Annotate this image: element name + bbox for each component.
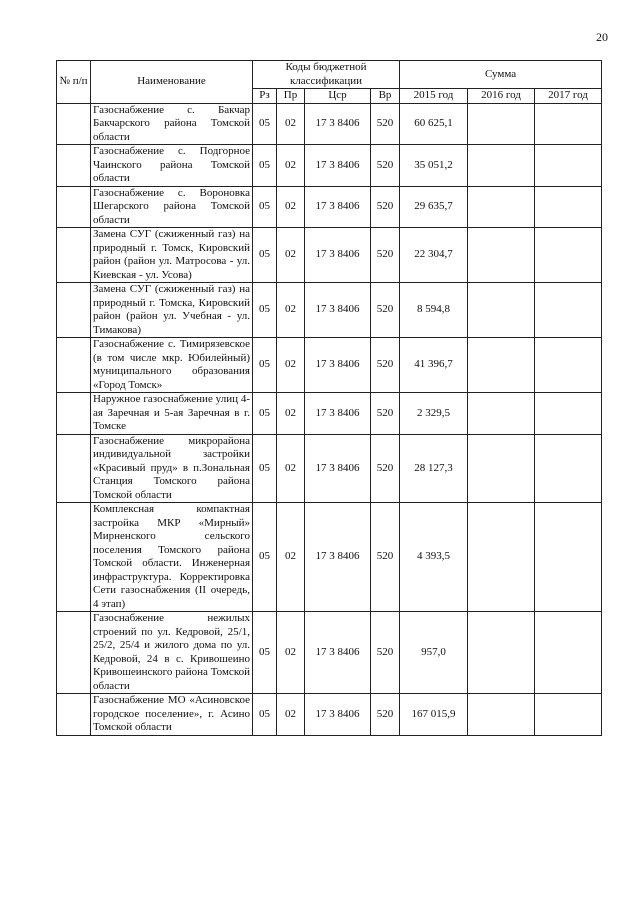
row-vr: 520 [371,283,400,338]
row-pr: 02 [277,393,305,435]
row-sum-2015: 957,0 [400,612,468,694]
row-sum-2016 [468,103,535,145]
row-sum-2017 [535,393,602,435]
table-row [57,283,602,338]
row-num [57,338,91,393]
table-row [57,612,602,694]
row-sum-2016 [468,434,535,503]
row-sum-2015: 2 329,5 [400,393,468,435]
row-pr: 02 [277,434,305,503]
row-vr: 520 [371,612,400,694]
row-csr: 17 3 8406 [305,503,371,612]
row-name: Газоснабжение с. Подгорное Чаинского района Томской области [91,145,253,187]
header-code-rz: Рз [253,89,277,104]
row-sum-2015: 28 127,3 [400,434,468,503]
row-csr: 17 3 8406 [305,434,371,503]
row-name: Замена СУГ (сжиженный газ) на природный г. Томска, Кировский район (район ул. Учебная - ул. Тимакова) [91,283,253,338]
row-name: Газоснабжение микрорайона индивидуальной застройки «Красивый пруд» в п.Зональная Станция Томского района Томской области [91,434,253,503]
header-code-pr: Пр [277,89,305,104]
row-name: Газоснабжение нежилых строений по ул. Кедровой, 25/1, 25/2, 25/4 и жилого дома по ул. Кедровой, 24 в с. Кривошеино Кривошеинского района Томской области [91,612,253,694]
row-pr: 02 [277,145,305,187]
row-rz: 05 [253,228,277,283]
row-sum-2016 [468,503,535,612]
row-sum-2016 [468,283,535,338]
row-rz: 05 [253,434,277,503]
row-num [57,283,91,338]
row-csr: 17 3 8406 [305,338,371,393]
row-csr: 17 3 8406 [305,393,371,435]
row-name: Комплексная компактная застройка МКР «Мирный» Мирненского сельского поселения Томского района Томской области. Инженерная инфраструктура. Корректировка Сети газоснабжения (II очередь, 4 этап) [91,503,253,612]
row-sum-2015: 8 594,8 [400,283,468,338]
row-sum-2015: 22 304,7 [400,228,468,283]
row-num [57,503,91,612]
row-sum-2017 [535,434,602,503]
row-pr: 02 [277,694,305,736]
header-name: Наименование [91,61,253,104]
row-name: Газоснабжение с. Бакчар Бакчарского района Томской области [91,103,253,145]
row-rz: 05 [253,283,277,338]
row-vr: 520 [371,186,400,228]
row-num [57,393,91,435]
row-name: Газоснабжение МО «Асиновское городское поселение», г. Асино Томской области [91,694,253,736]
row-sum-2015: 29 635,7 [400,186,468,228]
row-csr: 17 3 8406 [305,612,371,694]
row-sum-2015: 4 393,5 [400,503,468,612]
row-sum-2015: 35 051,2 [400,145,468,187]
row-num [57,145,91,187]
row-vr: 520 [371,103,400,145]
row-sum-2017 [535,503,602,612]
row-vr: 520 [371,145,400,187]
row-sum-2016 [468,145,535,187]
header-code-vr: Вр [371,89,400,104]
table-row [57,186,602,228]
row-sum-2017 [535,186,602,228]
row-csr: 17 3 8406 [305,186,371,228]
row-csr: 17 3 8406 [305,283,371,338]
row-pr: 02 [277,228,305,283]
row-num [57,228,91,283]
row-sum-2017 [535,145,602,187]
row-num [57,694,91,736]
row-pr: 02 [277,103,305,145]
row-sum-2017 [535,228,602,283]
header-year-2017: 2017 год [535,89,602,104]
row-vr: 520 [371,503,400,612]
row-pr: 02 [277,186,305,228]
row-vr: 520 [371,228,400,283]
table-row [57,338,602,393]
budget-table [56,60,602,736]
row-csr: 17 3 8406 [305,103,371,145]
row-sum-2017 [535,338,602,393]
row-rz: 05 [253,612,277,694]
row-rz: 05 [253,694,277,736]
row-name: Газоснабжение с. Вороновка Шегарского района Томской области [91,186,253,228]
row-name: Замена СУГ (сжиженный газ) на природный г. Томск, Кировский район (район ул. Матросова - ул. Киевская - ул. Усова) [91,228,253,283]
row-csr: 17 3 8406 [305,228,371,283]
table-row [57,145,602,187]
row-sum-2015: 41 396,7 [400,338,468,393]
row-pr: 02 [277,338,305,393]
row-pr: 02 [277,612,305,694]
table-row [57,503,602,612]
row-sum-2016 [468,393,535,435]
row-sum-2016 [468,694,535,736]
header-codes-group: Коды бюджетной классификации [253,61,400,89]
row-vr: 520 [371,434,400,503]
row-rz: 05 [253,186,277,228]
row-rz: 05 [253,393,277,435]
row-sum-2017 [535,283,602,338]
row-vr: 520 [371,393,400,435]
row-name: Газоснабжение с. Тимирязевское (в том числе мкр. Юбилейный) муниципального образования «Город Томск» [91,338,253,393]
row-sum-2017 [535,103,602,145]
row-num [57,186,91,228]
row-sum-2017 [535,612,602,694]
row-sum-2016 [468,338,535,393]
row-num [57,103,91,145]
row-num [57,612,91,694]
row-sum-2015: 60 625,1 [400,103,468,145]
row-csr: 17 3 8406 [305,694,371,736]
row-pr: 02 [277,503,305,612]
row-rz: 05 [253,103,277,145]
row-sum-2016 [468,228,535,283]
table-row [57,694,602,736]
row-rz: 05 [253,145,277,187]
table-row [57,434,602,503]
row-pr: 02 [277,283,305,338]
row-rz: 05 [253,338,277,393]
header-code-csr: Цср [305,89,371,104]
row-vr: 520 [371,338,400,393]
page-number: 20 [596,30,608,44]
row-sum-2016 [468,186,535,228]
table-row [57,228,602,283]
row-sum-2015: 167 015,9 [400,694,468,736]
row-sum-2017 [535,694,602,736]
header-year-2015: 2015 год [400,89,468,104]
row-rz: 05 [253,503,277,612]
row-sum-2016 [468,612,535,694]
row-name: Наружное газоснабжение улиц 4-ая Заречная и 5-ая Заречная в г. Томске [91,393,253,435]
table-row [57,393,602,435]
header-sum-group: Сумма [400,61,602,89]
header-num: № п/п [57,61,91,104]
header-year-2016: 2016 год [468,89,535,104]
row-vr: 520 [371,694,400,736]
row-num [57,434,91,503]
row-csr: 17 3 8406 [305,145,371,187]
table-row [57,103,602,145]
